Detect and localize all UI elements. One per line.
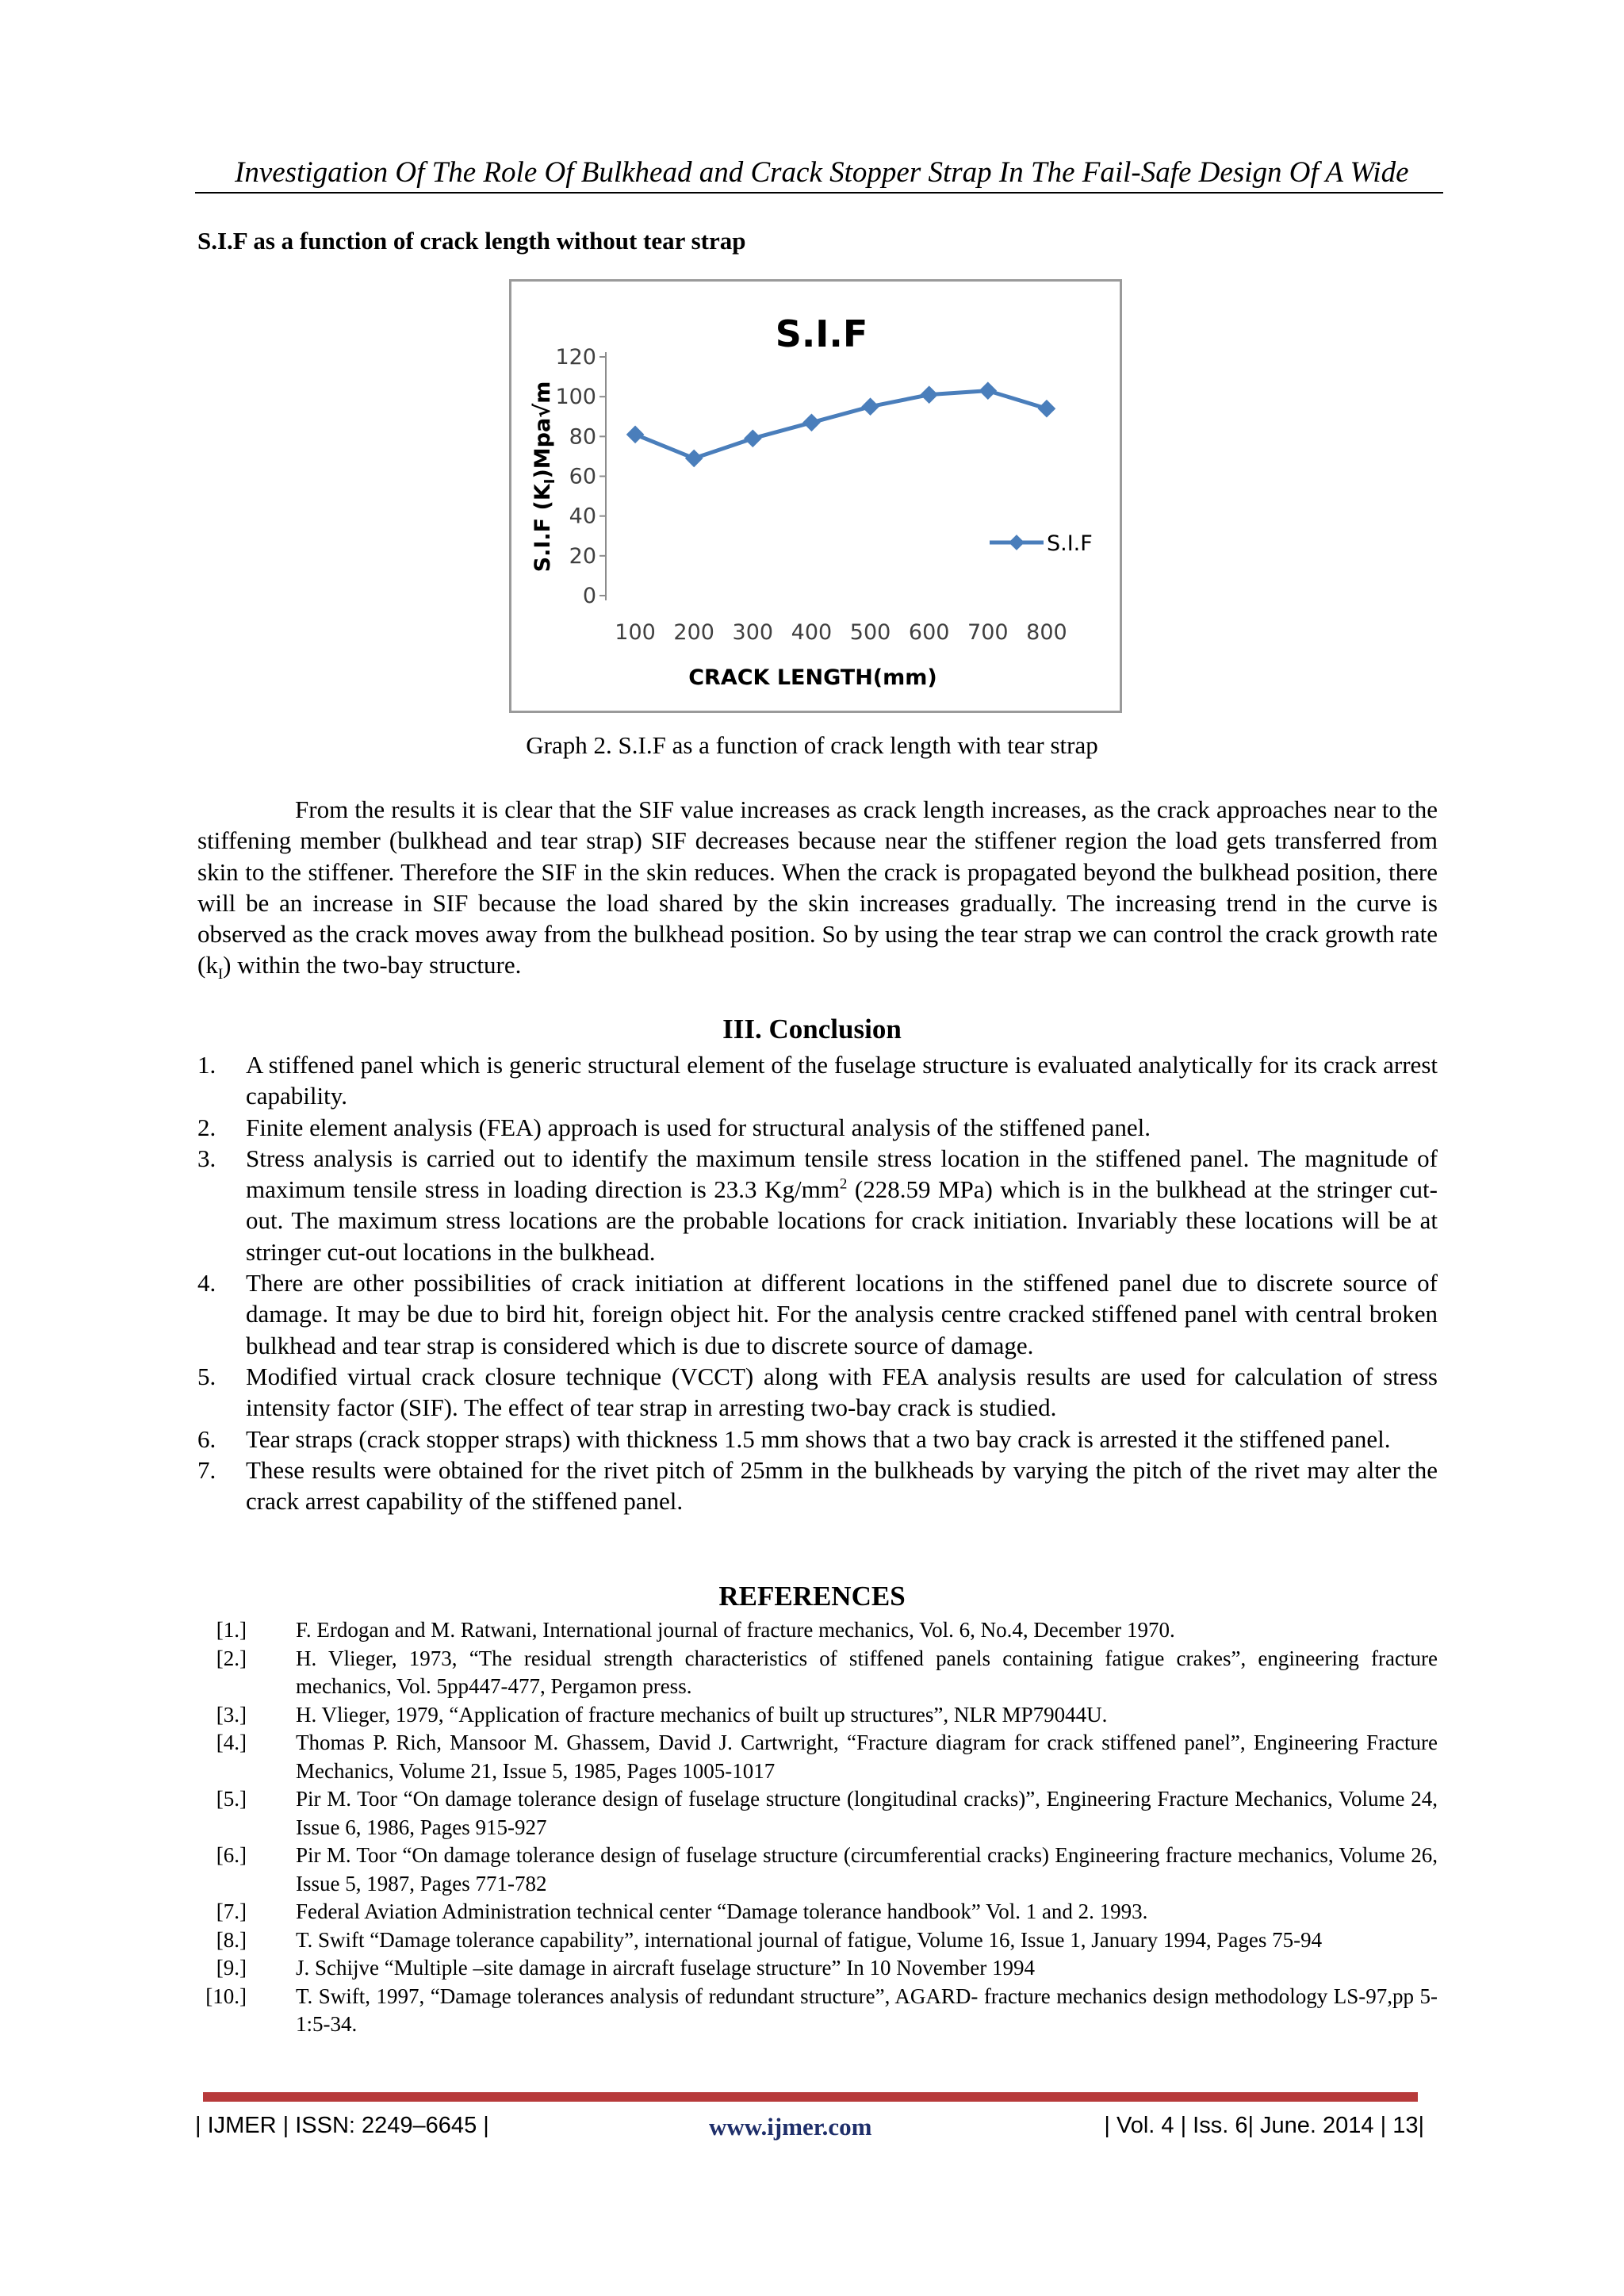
list-item [197,1267,1438,1361]
section-heading: S.I.F as a function of crack length without tear strap [197,227,746,255]
footer-journal-info: | IJMER | ISSN: 2249–6645 | [195,2113,489,2138]
list-text: There are other possibilities of crack initiation at different locations in the stiffened panel due to discrete source of damage. It may be due to bird hit, foreign object hit. For the analysis centre cracked stiffened panel with central broken bulkhead and tear strap is considered which is due to discrete source of damage. [246,1269,1438,1359]
list-item [197,1112,1438,1143]
reference-text: J. Schijve “Multiple –site damage in aircraft fuselage structure” In 10 November 1994 [296,1956,1035,1980]
data-point [920,385,938,404]
data-point [685,450,703,468]
x-tick-label: 100 [615,620,656,645]
reference-number: [6.] [216,1843,247,1867]
reference-item [197,1954,1438,1983]
reference-item [197,1645,1438,1701]
y-label-sub: I [542,478,558,485]
series-sif [626,381,1056,467]
superscript: 2 [839,1175,848,1193]
chart-title: S.I.F [775,312,868,355]
reference-text: H. Vlieger, 1979, “Application of fracture mechanics of built up structures”, NLR MP79044U. [296,1702,1108,1727]
list-text-end: (228.59 MPa) which is in the bulkhead at the stringer cut-out. The maximum stress locations are the probable locations for crack initiation. Invariably these locations will be at stringer cut-out locations in the bulkhead. [246,1175,1438,1266]
reference-number: [4.] [216,1731,247,1754]
references-heading: REFERENCES [718,1581,906,1612]
reference-text: T. Swift, 1997, “Damage tolerances analysis of redundant structure”, AGARD- fracture mechanics design methodology LS-97,pp 5-1:5-34. [296,1984,1438,2036]
y-label-post: )Mpa√m [530,381,555,479]
series-line [635,391,1047,458]
x-tick-label: 800 [1026,620,1067,645]
reference-number: [7.] [216,1899,247,1923]
figure-caption: Graph 2. S.I.F as a function of crack length with tear strap [526,731,1098,759]
y-tick-label: 80 [569,424,596,450]
reference-item [197,1898,1438,1926]
list-text: Finite element analysis (FEA) approach is used for structural analysis of the stiffened panel. [246,1113,1151,1141]
reference-number: [10.] [205,1984,247,2008]
x-tick-label: 300 [732,620,774,645]
list-item [197,1361,1438,1424]
list-number: 2. [197,1113,216,1141]
list-number: 3. [197,1144,216,1172]
y-label-pre: S.I.F (K [530,484,555,573]
data-point [979,381,997,400]
footer-bar [203,2092,1418,2102]
reference-number: [8.] [216,1927,247,1952]
list-number: 5. [197,1362,216,1390]
reference-list [197,1616,1438,2039]
x-tick-label: 700 [967,620,1009,645]
list-item [197,1049,1438,1112]
y-tick-label: 20 [569,543,596,569]
reference-text: Pir M. Toor “On damage tolerance design of fuselage structure (longitudinal cracks)”, Engineering Fracture Mechanics, Volume 24, Issue 6, 1986, Pages 915-927 [296,1787,1438,1839]
sif-chart-svg [511,282,1120,711]
paragraph-text: From the results it is clear that the SIF value increases as crack length increases, as the crack approaches near to the stiffening member (bulkhead and tear strap) SIF decreases because near the stiffener region the load gets transferred from skin to the stiffener. Therefore the SIF in the skin reduces. When the crack is propagated beyond the bulkhead position, there will be an increase in SIF because the load shared by the skin increases gradually. The increasing trend in the curve is observed as the crack moves away from the bulkhead position. So by using the tear strap we can control the crack growth rate (k [197,795,1438,979]
list-text: These results were obtained for the rivet pitch of 25mm in the bulkheads by varying the pitch of the rivet may alter the crack arrest capability of the stiffened panel. [246,1455,1438,1516]
reference-item [197,1926,1438,1955]
reference-number: [3.] [216,1702,247,1727]
data-point [802,413,821,431]
reference-item [197,1983,1438,2039]
reference-number: [5.] [216,1787,247,1811]
y-tick-label: 100 [555,385,596,410]
legend-marker [1009,535,1025,550]
legend [990,531,1093,556]
data-point [861,397,879,416]
x-tick-label: 400 [791,620,833,645]
reference-text: Pir M. Toor “On damage tolerance design of fuselage structure (circumferential cracks) Engineering fracture mechanics, Volume 26, Issue 5, 1987, Pages 771-782 [296,1843,1438,1895]
x-axis-ticks [615,620,1067,645]
y-axis-label [530,381,558,573]
list-text: A stiffened panel which is generic structural element of the fuselage structure is evaluated analytically for its crack arrest capability. [246,1051,1438,1110]
reference-item [197,1729,1438,1785]
data-point [626,426,645,444]
y-axis-ticks [555,345,606,608]
y-tick-label: 0 [582,584,596,608]
list-number: 7. [197,1455,216,1484]
reference-item [197,1616,1438,1645]
list-number: 4. [197,1269,216,1297]
x-axis-label: CRACK LENGTH(mm) [688,665,937,690]
reference-item [197,1785,1438,1842]
reference-text: F. Erdogan and M. Ratwani, International journal of fracture mechanics, Vol. 6, No.4, December 1970. [296,1618,1175,1642]
header-rule [195,192,1443,194]
data-point [744,430,762,448]
y-tick-label: 60 [569,464,596,489]
paragraph-subscript: I [217,966,224,983]
conclusion-heading: III. Conclusion [722,1014,902,1045]
x-tick-label: 200 [673,620,714,645]
reference-item [197,1842,1438,1898]
paragraph-text-end: ) within the two-bay structure. [223,951,522,979]
x-tick-label: 600 [908,620,950,645]
y-tick-label: 120 [555,345,596,370]
list-text: Modified virtual crack closure technique (VCCT) along with FEA analysis results are used for calculation of stress intensity factor (SIF). The effect of tear strap in arresting two-bay crack is studied. [246,1362,1438,1422]
list-text: Tear straps (crack stopper straps) with thickness 1.5 mm shows that a two bay crack is arrested it the stiffened panel. [246,1424,1391,1453]
data-point [1038,400,1056,418]
x-tick-label: 500 [849,620,891,645]
footer-volume-info: | Vol. 4 | Iss. 6| June. 2014 | 13| [1104,2113,1424,2138]
list-item [197,1143,1438,1267]
legend-label: S.I.F [1047,531,1093,556]
reference-text: T. Swift “Damage tolerance capability”, international journal of fatigue, Volume 16, Issue 1, January 1994, Pages 75-94 [296,1927,1323,1952]
list-number: 6. [197,1424,216,1453]
results-paragraph [197,794,1438,981]
reference-number: [9.] [216,1956,247,1980]
reference-text: H. Vlieger, 1973, “The residual strength characteristics of stiffened panels containing fatigue crakes”, engineering fracture mechanics, Vol. 5pp447-477, Pergamon press. [296,1646,1438,1698]
reference-number: [2.] [216,1646,247,1670]
list-item [197,1455,1438,1517]
reference-text: Thomas P. Rich, Mansoor M. Ghassem, David J. Cartwright, “Fracture diagram for crack stiffened panel”, Engineering Fracture Mechanics, Volume 21, Issue 5, 1985, Pages 1005-1017 [296,1731,1438,1783]
sif-chart [509,279,1122,713]
page-footer [195,2113,1443,2145]
reference-text: Federal Aviation Administration technical center “Damage tolerance handbook” Vol. 1 and 2. 1993. [296,1899,1148,1923]
conclusion-list [197,1049,1438,1516]
list-number: 1. [197,1051,216,1079]
list-text: Stress analysis is carried out to identify the maximum tensile stress location in the stiffened panel. The magnitude of maximum tensile stress in loading direction is 23.3 Kg/mm [246,1144,1438,1204]
list-item [197,1424,1438,1455]
y-tick-label: 40 [569,504,596,529]
footer-website-link[interactable]: www.ijmer.com [709,2113,872,2141]
reference-number: [1.] [216,1618,247,1642]
reference-item [197,1701,1438,1730]
running-header: Investigation Of The Role Of Bulkhead and Crack Stopper Strap In The Fail-Safe Design Of A Wide [235,156,1409,189]
